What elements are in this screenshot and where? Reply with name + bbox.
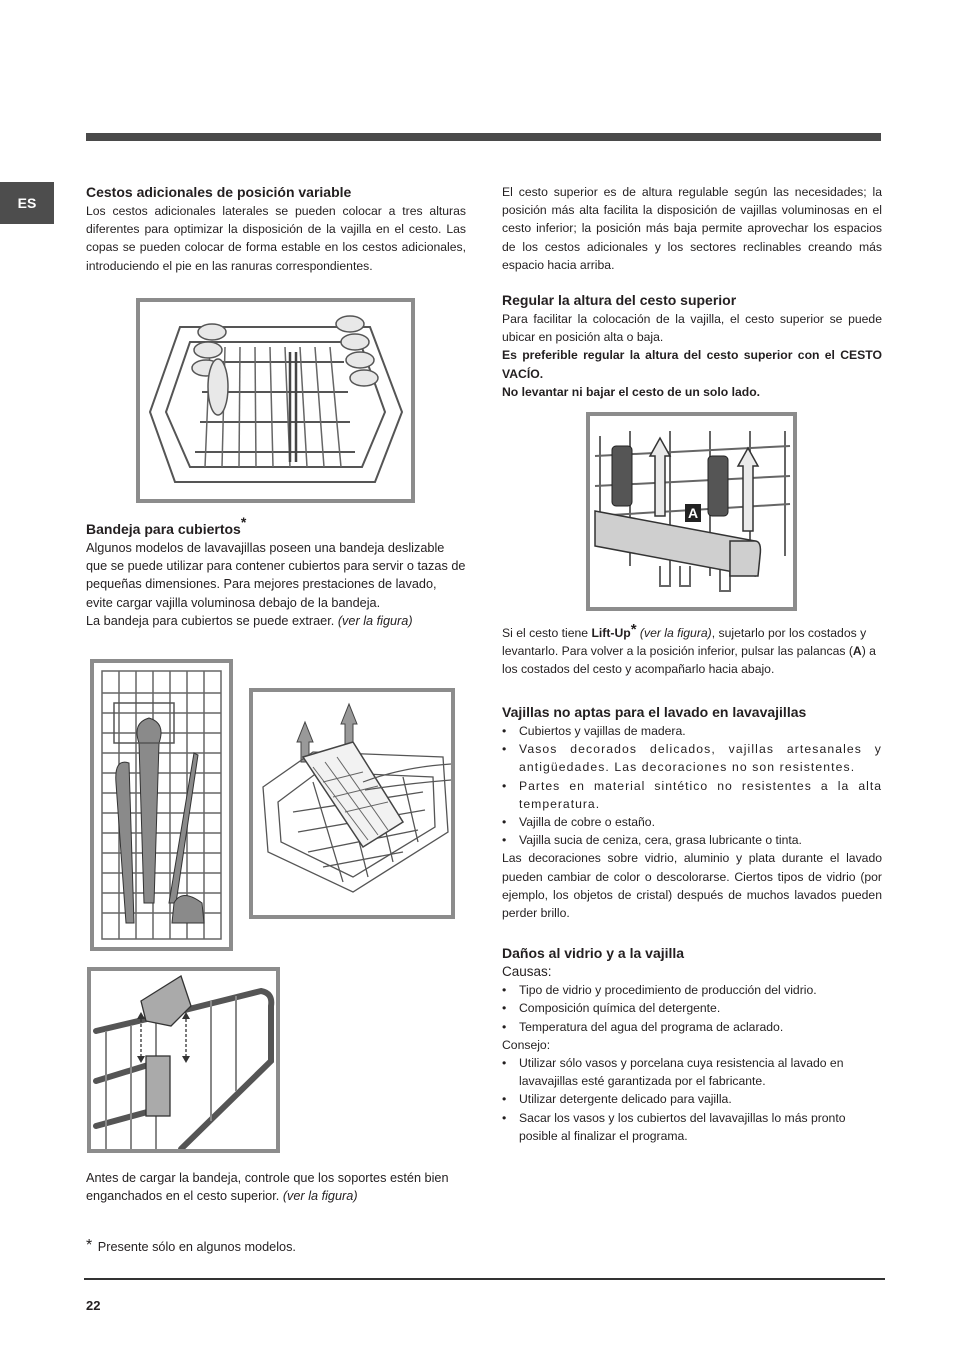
cutlery-tray-figure <box>90 659 233 951</box>
tray-supports-figure <box>87 967 280 1153</box>
section-title: Cestos adicionales de posición variable <box>86 184 352 200</box>
top-rule <box>86 133 881 141</box>
asterisk: * <box>240 514 247 531</box>
section-title: Vajillas no aptas para el lavado en lavavajillas <box>502 704 807 720</box>
section-vajillas-no-aptas <box>502 703 882 922</box>
lift-up-paragraph <box>502 621 882 679</box>
section-title-text: Bandeja para cubiertos <box>86 521 241 537</box>
section-danos-vidrio <box>502 944 882 1145</box>
intro-body: El cesto superior es de altura regulable según las necesidades; la posición más alta facilita la disposición de vajillas voluminosas en el cesto inferior; la posición más baja permite aprovechar los espacios de los cestos adicionales y los sectores reclinables creando más espacio hacia arriba. <box>502 185 882 272</box>
section-cestos-adicionales <box>86 183 466 275</box>
warning-empty-basket: Es preferible regular la altura del cesto superior con el CESTO VACÍO. <box>502 348 882 381</box>
list-item: • Composición química del detergente. <box>502 999 882 1017</box>
section-body: Algunos modelos de lavavajillas poseen una bandeja deslizable que se puede utilizar para contener cubiertos para servir o tazas de pequeñas dimensiones. Para mejores prestaciones de lavado, evite cargar vajilla voluminosa debajo de la bandeja. <box>86 541 466 610</box>
section-bandeja-cubiertos <box>86 514 466 630</box>
lift-up-name: Lift-Up <box>591 626 631 640</box>
footnote <box>86 1238 296 1256</box>
tray-supports-drawing <box>91 971 276 1149</box>
decorations-note: Las decoraciones sobre vidrio, aluminio y plata durante el lavado pueden cambiar de color o descolorarse. Ciertos tipos de vidrio (por ejemplo, los objetos de cristal) después de muchos lavados pueden perder brillo. <box>502 851 882 921</box>
section-title: Daños al vidrio y a la vajilla <box>502 945 685 961</box>
unsuitable-list <box>502 722 882 849</box>
section-title <box>86 514 466 539</box>
upper-basket-figure <box>136 298 415 503</box>
asterisk: * <box>630 621 637 638</box>
warning-one-side: No levantar ni bajar el cesto de un solo lado. <box>502 384 761 399</box>
lift-up-figure <box>586 412 797 611</box>
section-title: Regular la altura del cesto superior <box>502 292 737 308</box>
right-intro <box>502 183 882 274</box>
tray-support-note <box>86 1169 466 1205</box>
list-item: • Sacar los vasos y los cubiertos del lavavajillas lo más pronto posible al finalizar el programa. <box>502 1109 882 1145</box>
see-figure-ref: (ver la figura) <box>636 626 712 640</box>
list-item: • Partes en material sintético no resistentes a la alta temperatura. <box>502 777 882 813</box>
extract-sentence: La bandeja para cubiertos se puede extraer. <box>86 613 335 628</box>
note-text <box>86 1169 466 1205</box>
section-body: Para facilitar la colocación de la vajilla, el cesto superior se puede ubicar en posición alta o baja. <box>502 312 882 345</box>
lift-up-drawing <box>590 416 793 607</box>
footnote-asterisk: * <box>86 1237 93 1254</box>
tray-extraction-drawing <box>253 692 451 915</box>
see-figure-ref: (ver la figura) <box>337 613 413 628</box>
list-item: • Vasos decorados delicados, vajillas artesanales y antigüedades. Las decoraciones no son resistentes. <box>502 740 882 776</box>
list-item: • Tipo de vidrio y procedimiento de producción del vidrio. <box>502 981 882 999</box>
lift-up-text <box>502 621 882 679</box>
note-sentence: Antes de cargar la bandeja, controle que los soportes estén bien enganchados en el cesto superior. <box>86 1171 449 1204</box>
bottom-rule <box>84 1278 885 1280</box>
list-item: • Vajilla de cobre o estaño. <box>502 813 882 831</box>
footnote-text: Presente sólo en algunos modelos. <box>97 1240 296 1254</box>
lift-up-post: ) a los costados del cesto y acompañarlo hacia abajo. <box>502 644 876 677</box>
causes-label: Causas: <box>502 964 552 979</box>
page-number: 22 <box>86 1298 101 1313</box>
advice-list <box>502 1054 882 1145</box>
advice-label: Consejo: <box>502 1037 551 1052</box>
list-item: • Temperatura del agua del programa de aclarado. <box>502 1018 882 1036</box>
extract-text <box>86 612 466 630</box>
list-item: • Utilizar sólo vasos y porcelana cuya resistencia al lavado en lavavajillas esté garantizada por el fabricante. <box>502 1054 882 1090</box>
lift-up-pre: Si el cesto tiene <box>502 626 592 640</box>
language-tab: ES <box>0 182 54 224</box>
cutlery-tray-drawing <box>94 663 229 947</box>
list-item: • Cubiertos y vajillas de madera. <box>502 722 882 740</box>
upper-basket-drawing <box>140 302 411 499</box>
lever-letter: A <box>852 644 862 659</box>
causes-list <box>502 981 882 1036</box>
list-item: • Vajilla sucia de ceniza, cera, grasa lubricante o tinta. <box>502 831 882 849</box>
section-regular-altura <box>502 291 882 401</box>
section-body: Los cestos adicionales laterales se pueden colocar a tres alturas diferentes para optimizar la disposición de la vajilla en el cesto. Las copas se pueden colocar de forma estable en los cestos adicionales, introduciendo el pie en las ranuras correspondientes. <box>86 204 466 273</box>
list-item: • Utilizar detergente delicado para vajilla. <box>502 1090 882 1108</box>
tray-extraction-figure <box>249 688 455 919</box>
see-figure-ref: (ver la figura) <box>282 1189 358 1204</box>
lift-up-mid: , sujetarlo por los costados y levantarlo. Para volver a la posición inferior, pulsar las palancas ( <box>502 626 867 659</box>
lever-label: A <box>687 505 699 521</box>
